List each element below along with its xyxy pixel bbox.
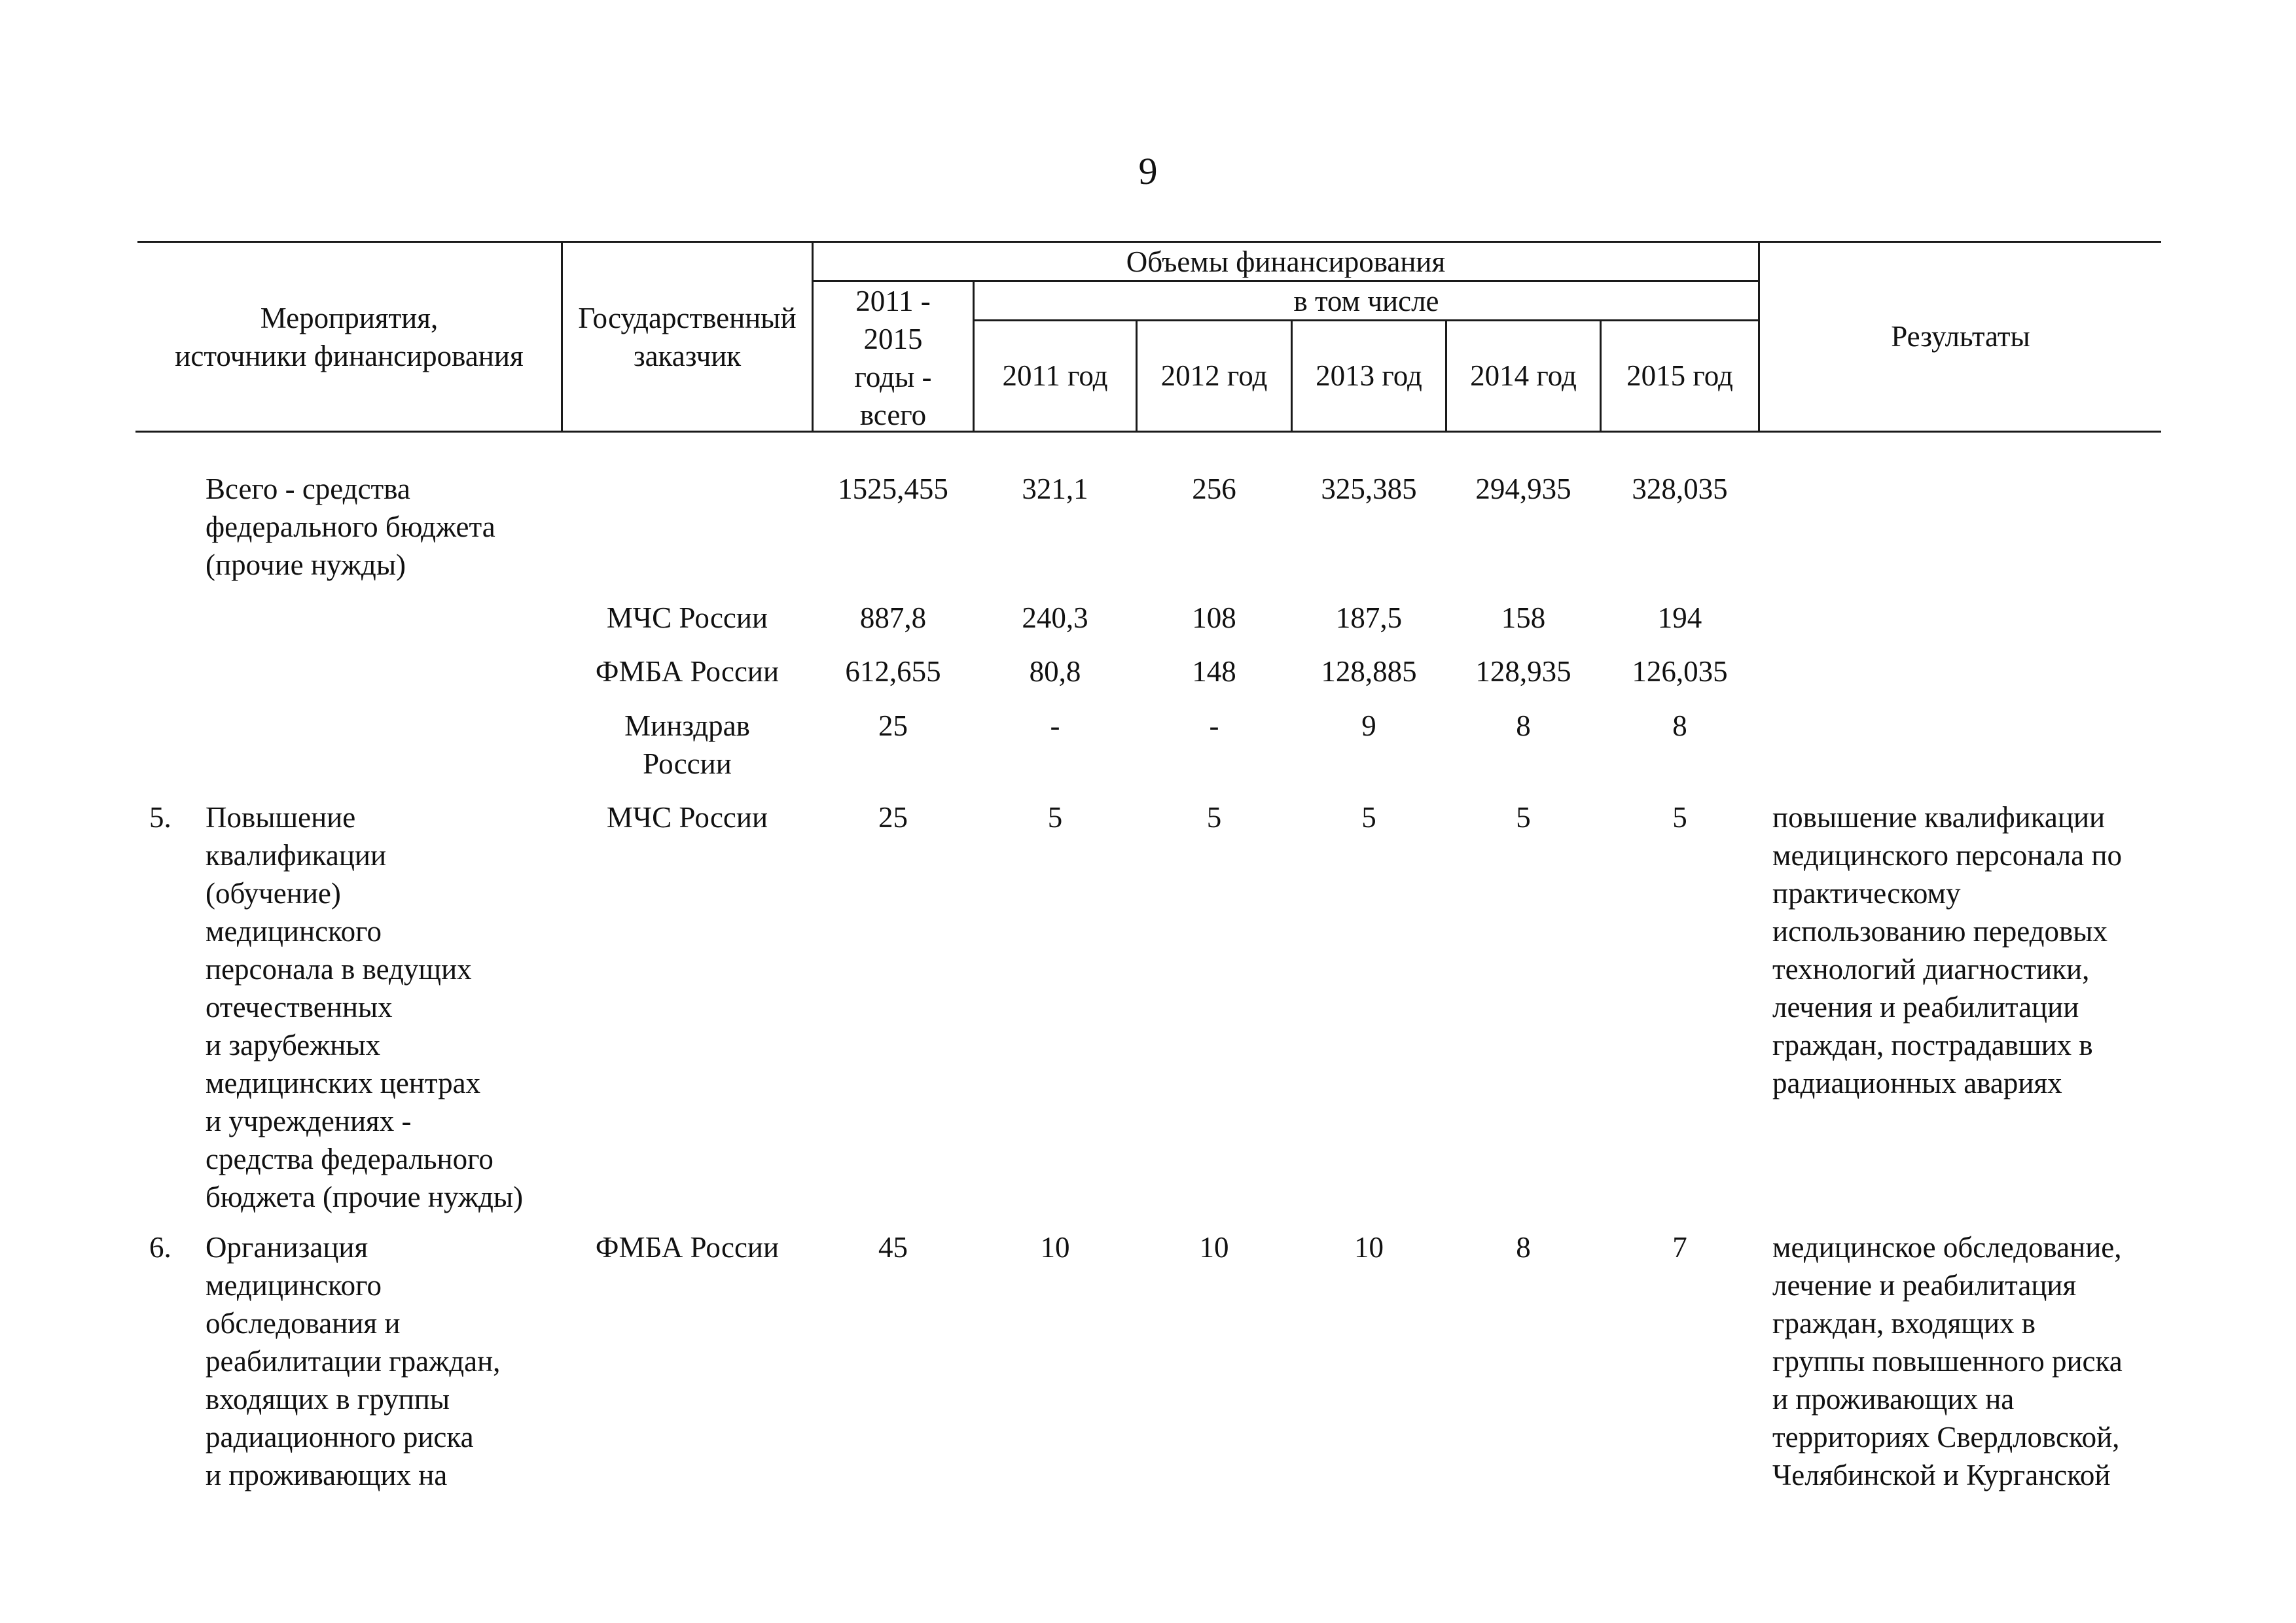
value-2011: 5 (1047, 801, 1063, 834)
value-2013: 128,885 (1321, 655, 1417, 688)
row-number: 6. (149, 1231, 171, 1264)
header-year-2013: 2013 год (1316, 359, 1422, 392)
row-results: повышение квалификации медицинского персонала по практическому использованию передовых технологий диагностики, лечения и реабилитации граждан, пострадавших в радиационных авариях (1772, 801, 2122, 1099)
value-total: 25 (878, 709, 908, 742)
value-2014: 158 (1501, 601, 1546, 634)
value-2014: 294,935 (1475, 473, 1571, 505)
row-number: 5. (149, 801, 171, 834)
value-2015: 328,035 (1632, 473, 1728, 505)
value-2013: 325,385 (1321, 473, 1417, 505)
value-2011: 321,1 (1022, 473, 1088, 505)
row-results: медицинское обследование, лечение и реабилитация граждан, входящих в группы повышенного риска и проживающих на территориях Свердловской, Челябинской и Курганской (1772, 1231, 2123, 1491)
value-2014: 128,935 (1475, 655, 1571, 688)
page-number: 9 (1138, 150, 1158, 192)
value-2012: 5 (1206, 801, 1222, 834)
value-2013: 9 (1361, 709, 1376, 742)
header-year-2014: 2014 год (1470, 359, 1577, 392)
row-activity: Всего - средства федерального бюджета (прочие нужды) (206, 473, 495, 581)
row-customer: Минздрав России (624, 709, 750, 780)
row-customer: ФМБА России (595, 655, 780, 688)
header-total-2011-2015: 2011 - 2015 годы - всего (854, 285, 932, 431)
value-total: 887,8 (859, 601, 927, 634)
value-2015: 5 (1672, 801, 1687, 834)
header-including: в том числе (1293, 285, 1439, 317)
value-2011: 80,8 (1029, 655, 1081, 688)
row-customer: ФМБА России (595, 1231, 780, 1264)
header-customer: Государственный заказчик (578, 302, 797, 372)
row-customer: МЧС России (606, 801, 768, 834)
value-2015: 194 (1657, 601, 1702, 634)
row-customer: МЧС России (606, 601, 768, 634)
value-2012: 10 (1199, 1231, 1229, 1264)
value-2011: 10 (1040, 1231, 1070, 1264)
value-2013: 187,5 (1335, 601, 1403, 634)
header-year-2012: 2012 год (1160, 359, 1268, 392)
value-2012: 148 (1192, 655, 1236, 688)
value-total: 1525,455 (838, 473, 948, 505)
header-funding-volumes: Объемы финансирования (1126, 245, 1446, 278)
value-2011: 240,3 (1022, 601, 1088, 634)
value-2014: 8 (1516, 1231, 1531, 1264)
value-total: 25 (878, 801, 908, 834)
value-2011: - (1050, 709, 1060, 742)
header-activities: Мероприятия, источники финансирования (175, 302, 524, 372)
value-2015: 126,035 (1632, 655, 1728, 688)
value-2014: 5 (1516, 801, 1531, 834)
value-2012: - (1209, 709, 1219, 742)
value-2012: 108 (1192, 601, 1236, 634)
value-2013: 10 (1354, 1231, 1384, 1264)
header-year-2011: 2011 год (1002, 359, 1108, 392)
header-results: Результаты (1891, 320, 2030, 353)
value-total: 45 (878, 1231, 908, 1264)
header-year-2015: 2015 год (1626, 359, 1733, 392)
value-2014: 8 (1516, 709, 1531, 742)
value-2012: 256 (1192, 473, 1236, 505)
header-bottom-rule (135, 431, 2161, 433)
value-2013: 5 (1361, 801, 1376, 834)
row-activity: Организация медицинского обследования и реабилитации граждан, входящих в группы радиационного риска и проживающих на (206, 1231, 501, 1491)
row-activity: Повышение квалификации (обучение) медицинского персонала в ведущих отечественных и зарубежных медицинских центрах и учреждениях - средства федерального бюджета (прочие нужды) (206, 801, 524, 1213)
value-total: 612,655 (845, 655, 941, 688)
value-2015: 7 (1672, 1231, 1687, 1264)
value-2015: 8 (1672, 709, 1687, 742)
